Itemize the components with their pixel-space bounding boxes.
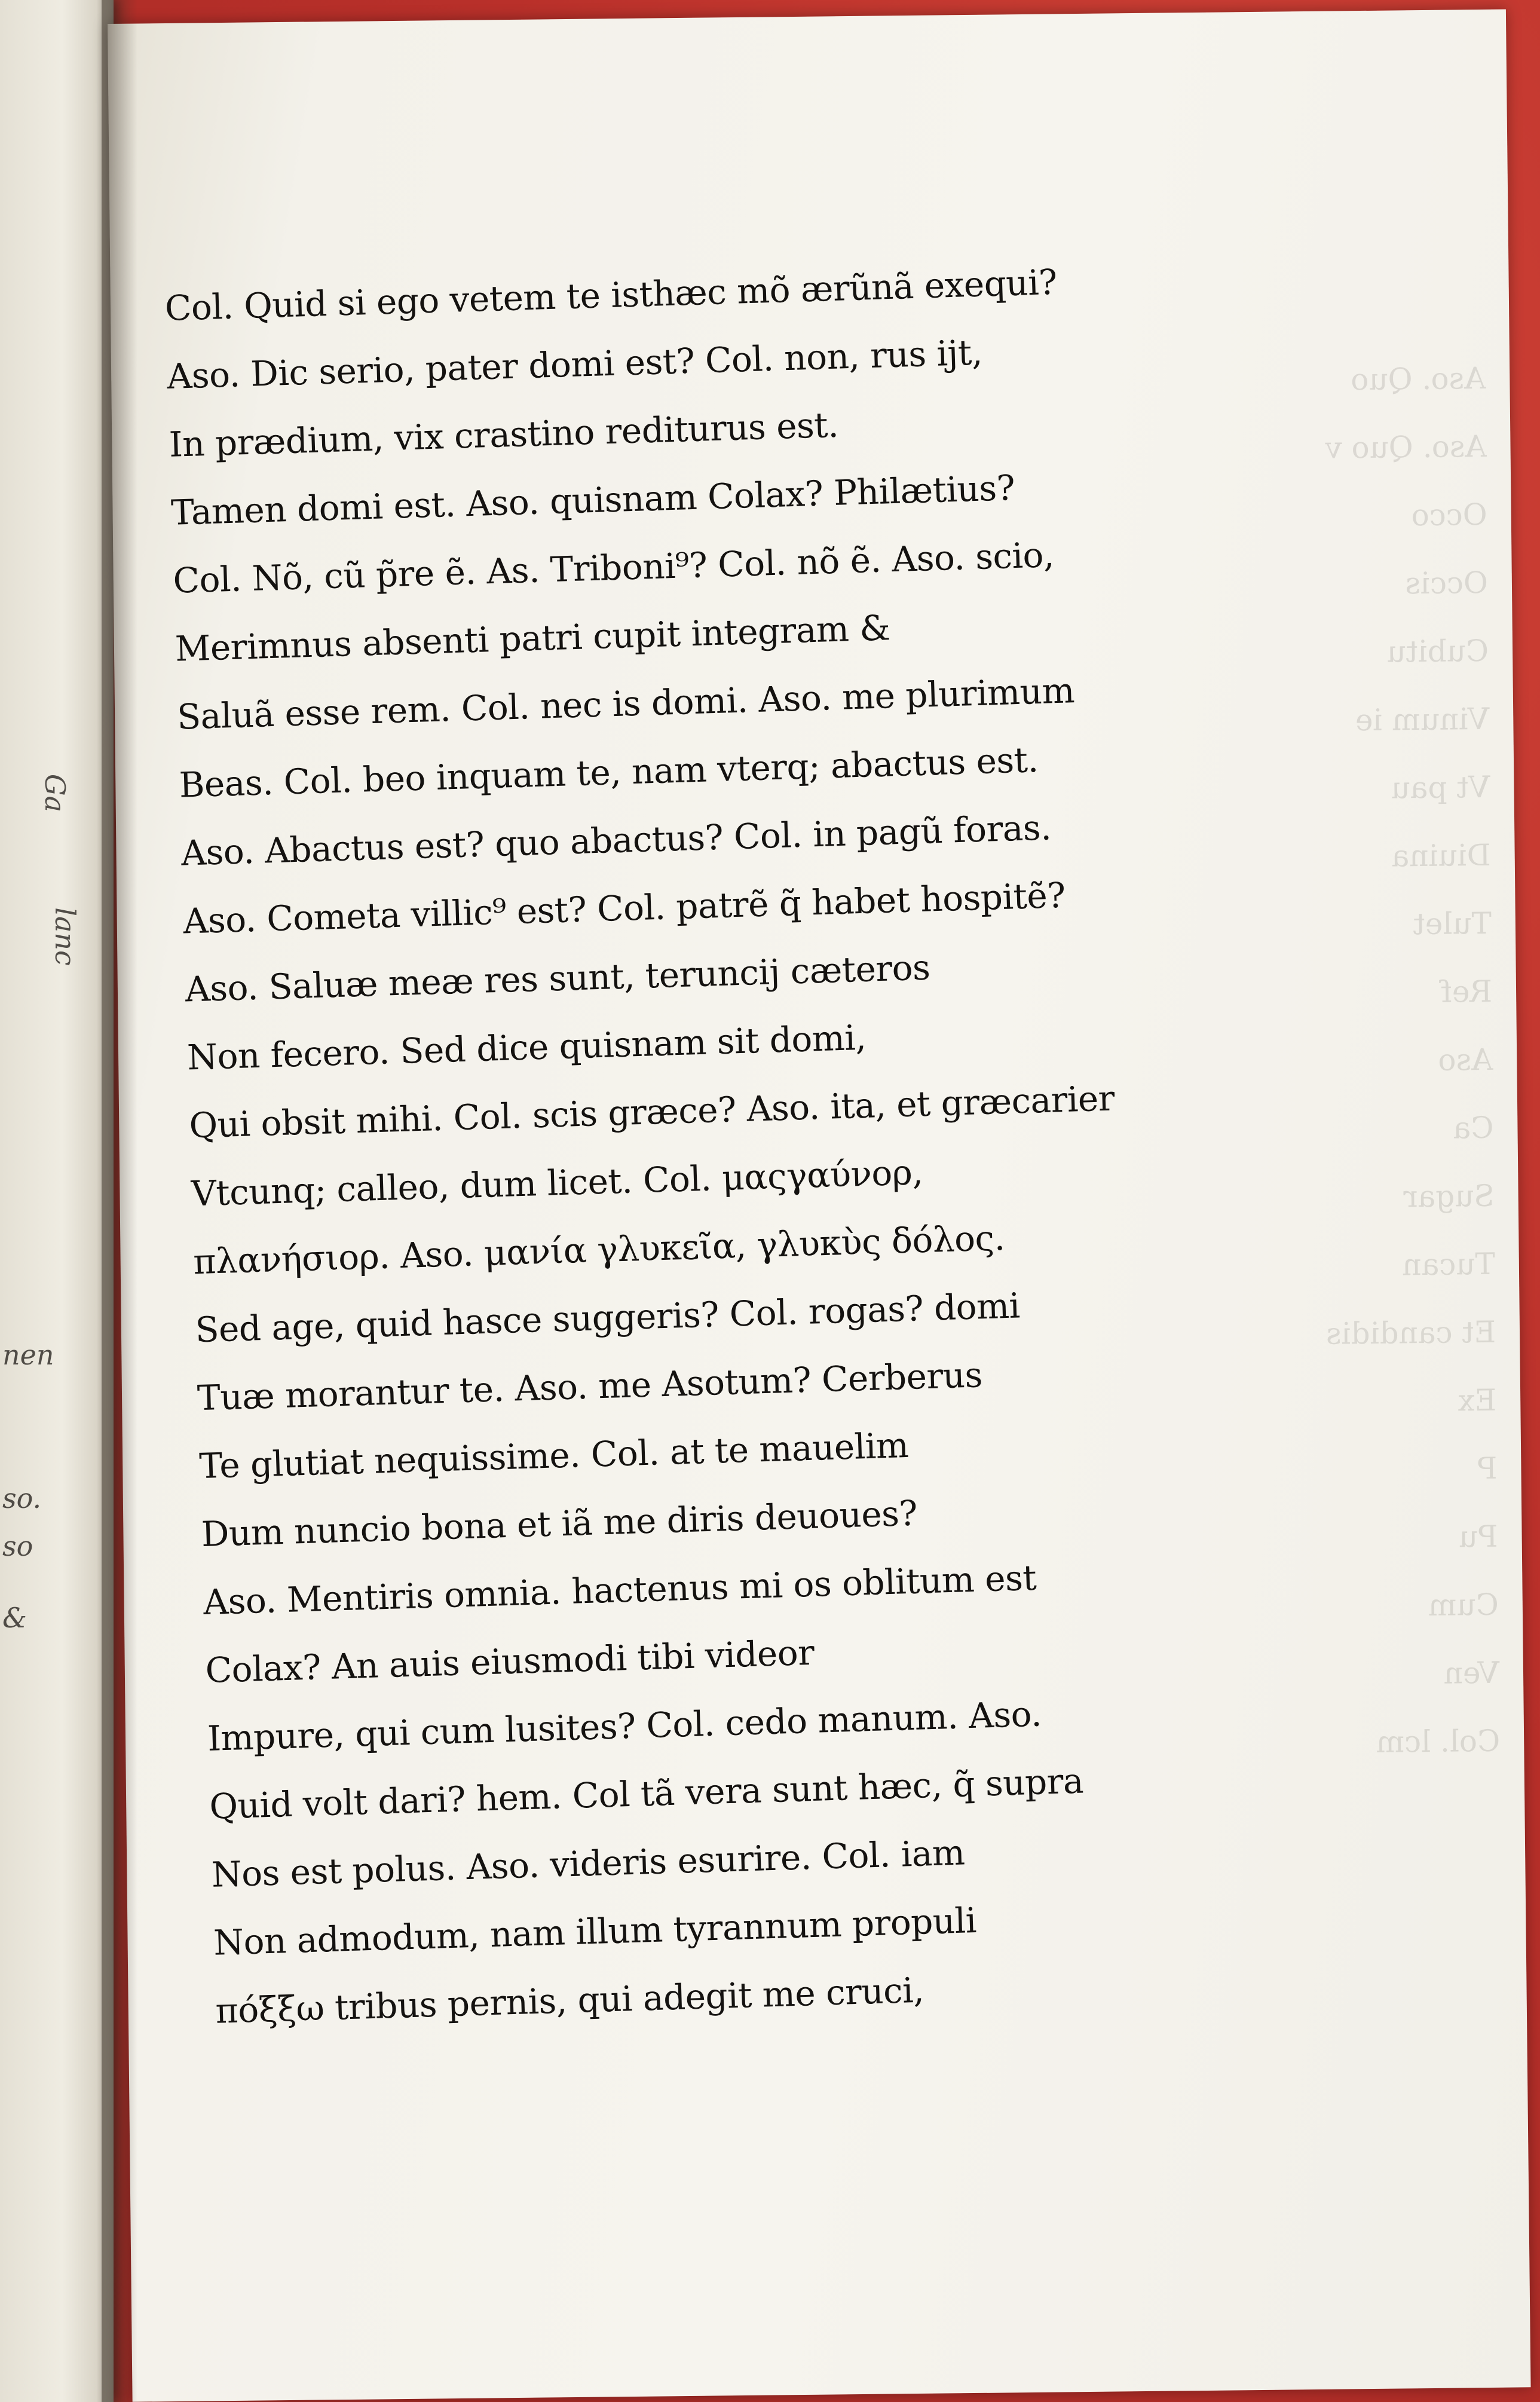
text-line: Quid volt dari? hem. Col tã vera sunt hæc, q̃ supra (209, 1760, 1084, 1827)
bleed-line: Aso. Quo v (1325, 429, 1487, 466)
text-line: Aso. Mentiris omnia. hactenus mi os oblitum est (203, 1557, 1037, 1623)
text-line: Non admodum, nam illum tyrannum propuli (213, 1899, 977, 1963)
bleed-line: Vt pau (1391, 769, 1490, 806)
text-line: Nos est polus. Aso. videris esurire. Col. iam (210, 1832, 966, 1895)
text-line: Dum nuncio bona et iã me diris deuoues? (200, 1492, 918, 1555)
bleed-line: Cum (1428, 1587, 1499, 1623)
text-line: Merimnus absenti patri cupit integram & (174, 607, 891, 669)
bleed-line: Sugar (1403, 1178, 1495, 1214)
facing-page-edge (0, 0, 114, 2402)
text-line: Col. Quid si ego vetem te isthæc mõ ærũnã exequi? (164, 261, 1058, 329)
bleed-line: Vinum ie (1355, 701, 1490, 738)
bleed-line: Diuina (1391, 837, 1491, 874)
text-line: Col. Nõ, cũ p̃re ẽ. As. Triboni⁹? Col. nõ ẽ. Aso. scio, (172, 534, 1055, 601)
margin-mark: & (2, 1602, 27, 1634)
book-gutter-shadow (102, 0, 137, 2402)
book-page (108, 9, 1531, 2401)
margin-mark: so. (2, 1482, 42, 1514)
text-line: Aso. Abactus est? quo abactus? Col. in pagũ foras. (180, 807, 1052, 874)
text-line: Qui obsit mihi. Col. scis græce? Aso. ita, et græcarier (188, 1078, 1115, 1146)
text-line: In prædium, vix crastino rediturus est. (168, 404, 839, 465)
text-line: Impure, qui cum lusites? Col. cedo manum. Aso. (207, 1693, 1042, 1759)
bleed-line: Aso. Quo (1350, 360, 1486, 397)
text-line: Beas. Col. beo inquam te, nam vterq; abactus est. (178, 739, 1039, 806)
text-line: Te glutiat nequissime. Col. at te mauelim (198, 1424, 910, 1487)
text-line: Aso. Dic serio, pater domi est? Col. non, rus ijt, (166, 332, 983, 397)
bleed-line: Aso (1438, 1042, 1493, 1078)
text-line: Aso. Cometa villic⁹ est? Col. patrẽ q̃ habet hospitẽ? (182, 874, 1066, 942)
bleed-line: Ca (1453, 1110, 1494, 1146)
margin-mark: nen (2, 1339, 54, 1371)
margin-mark: so (2, 1530, 33, 1562)
bleed-line: Cubitu (1386, 633, 1489, 669)
text-line: Aso. Saluæ meæ res sunt, teruncij cæteros (184, 947, 931, 1010)
bleed-line: Pu (1458, 1519, 1498, 1555)
bleed-line: Tulet (1413, 905, 1492, 942)
bleed-line: Et candidis (1325, 1314, 1496, 1351)
margin-mark: Ga (39, 773, 72, 813)
bleed-line: Occis (1404, 565, 1489, 601)
bleed-line: Ref (1441, 974, 1493, 1009)
bleed-line: Ex (1458, 1382, 1497, 1418)
facing-page-margin-marks (0, 0, 114, 2402)
text-line: πόξξω tribus pernis, qui adegit me cruci, (215, 1969, 924, 2031)
text-line: Sed age, quid hasce suggeris? Col. rogas? domi (194, 1285, 1021, 1351)
bleed-line: P (1477, 1451, 1498, 1486)
text-line: πλανήσιορ. Aso. μανία γλυκεῖα, γλυκὺς δόλος. (192, 1217, 1006, 1283)
bleed-line: Occo (1411, 497, 1488, 533)
printed-text-block (164, 243, 1291, 2045)
bleed-line: Tucan (1401, 1246, 1496, 1283)
text-line: Tamen domi est. Aso. quisnam Colax? Philætius? (170, 467, 1016, 533)
text-line: Colax? An auis eiusmodi tibi videor (204, 1632, 815, 1691)
text-line: Non fecero. Sed dice quisnam sit domi, (186, 1017, 867, 1078)
text-line: Tuæ morantur te. Aso. me Asotum? Cerberus (197, 1354, 983, 1419)
bleed-line: Col. lcm (1376, 1723, 1501, 1760)
margin-mark: lanc (48, 907, 81, 966)
bleed-line: Ven (1443, 1655, 1500, 1691)
text-line: Vtcunq; calleo, dum licet. Col. μαςγαύνορ, (191, 1152, 924, 1214)
text-line: Saluã esse rem. Col. nec is domi. Aso. me plurimum (176, 670, 1075, 738)
